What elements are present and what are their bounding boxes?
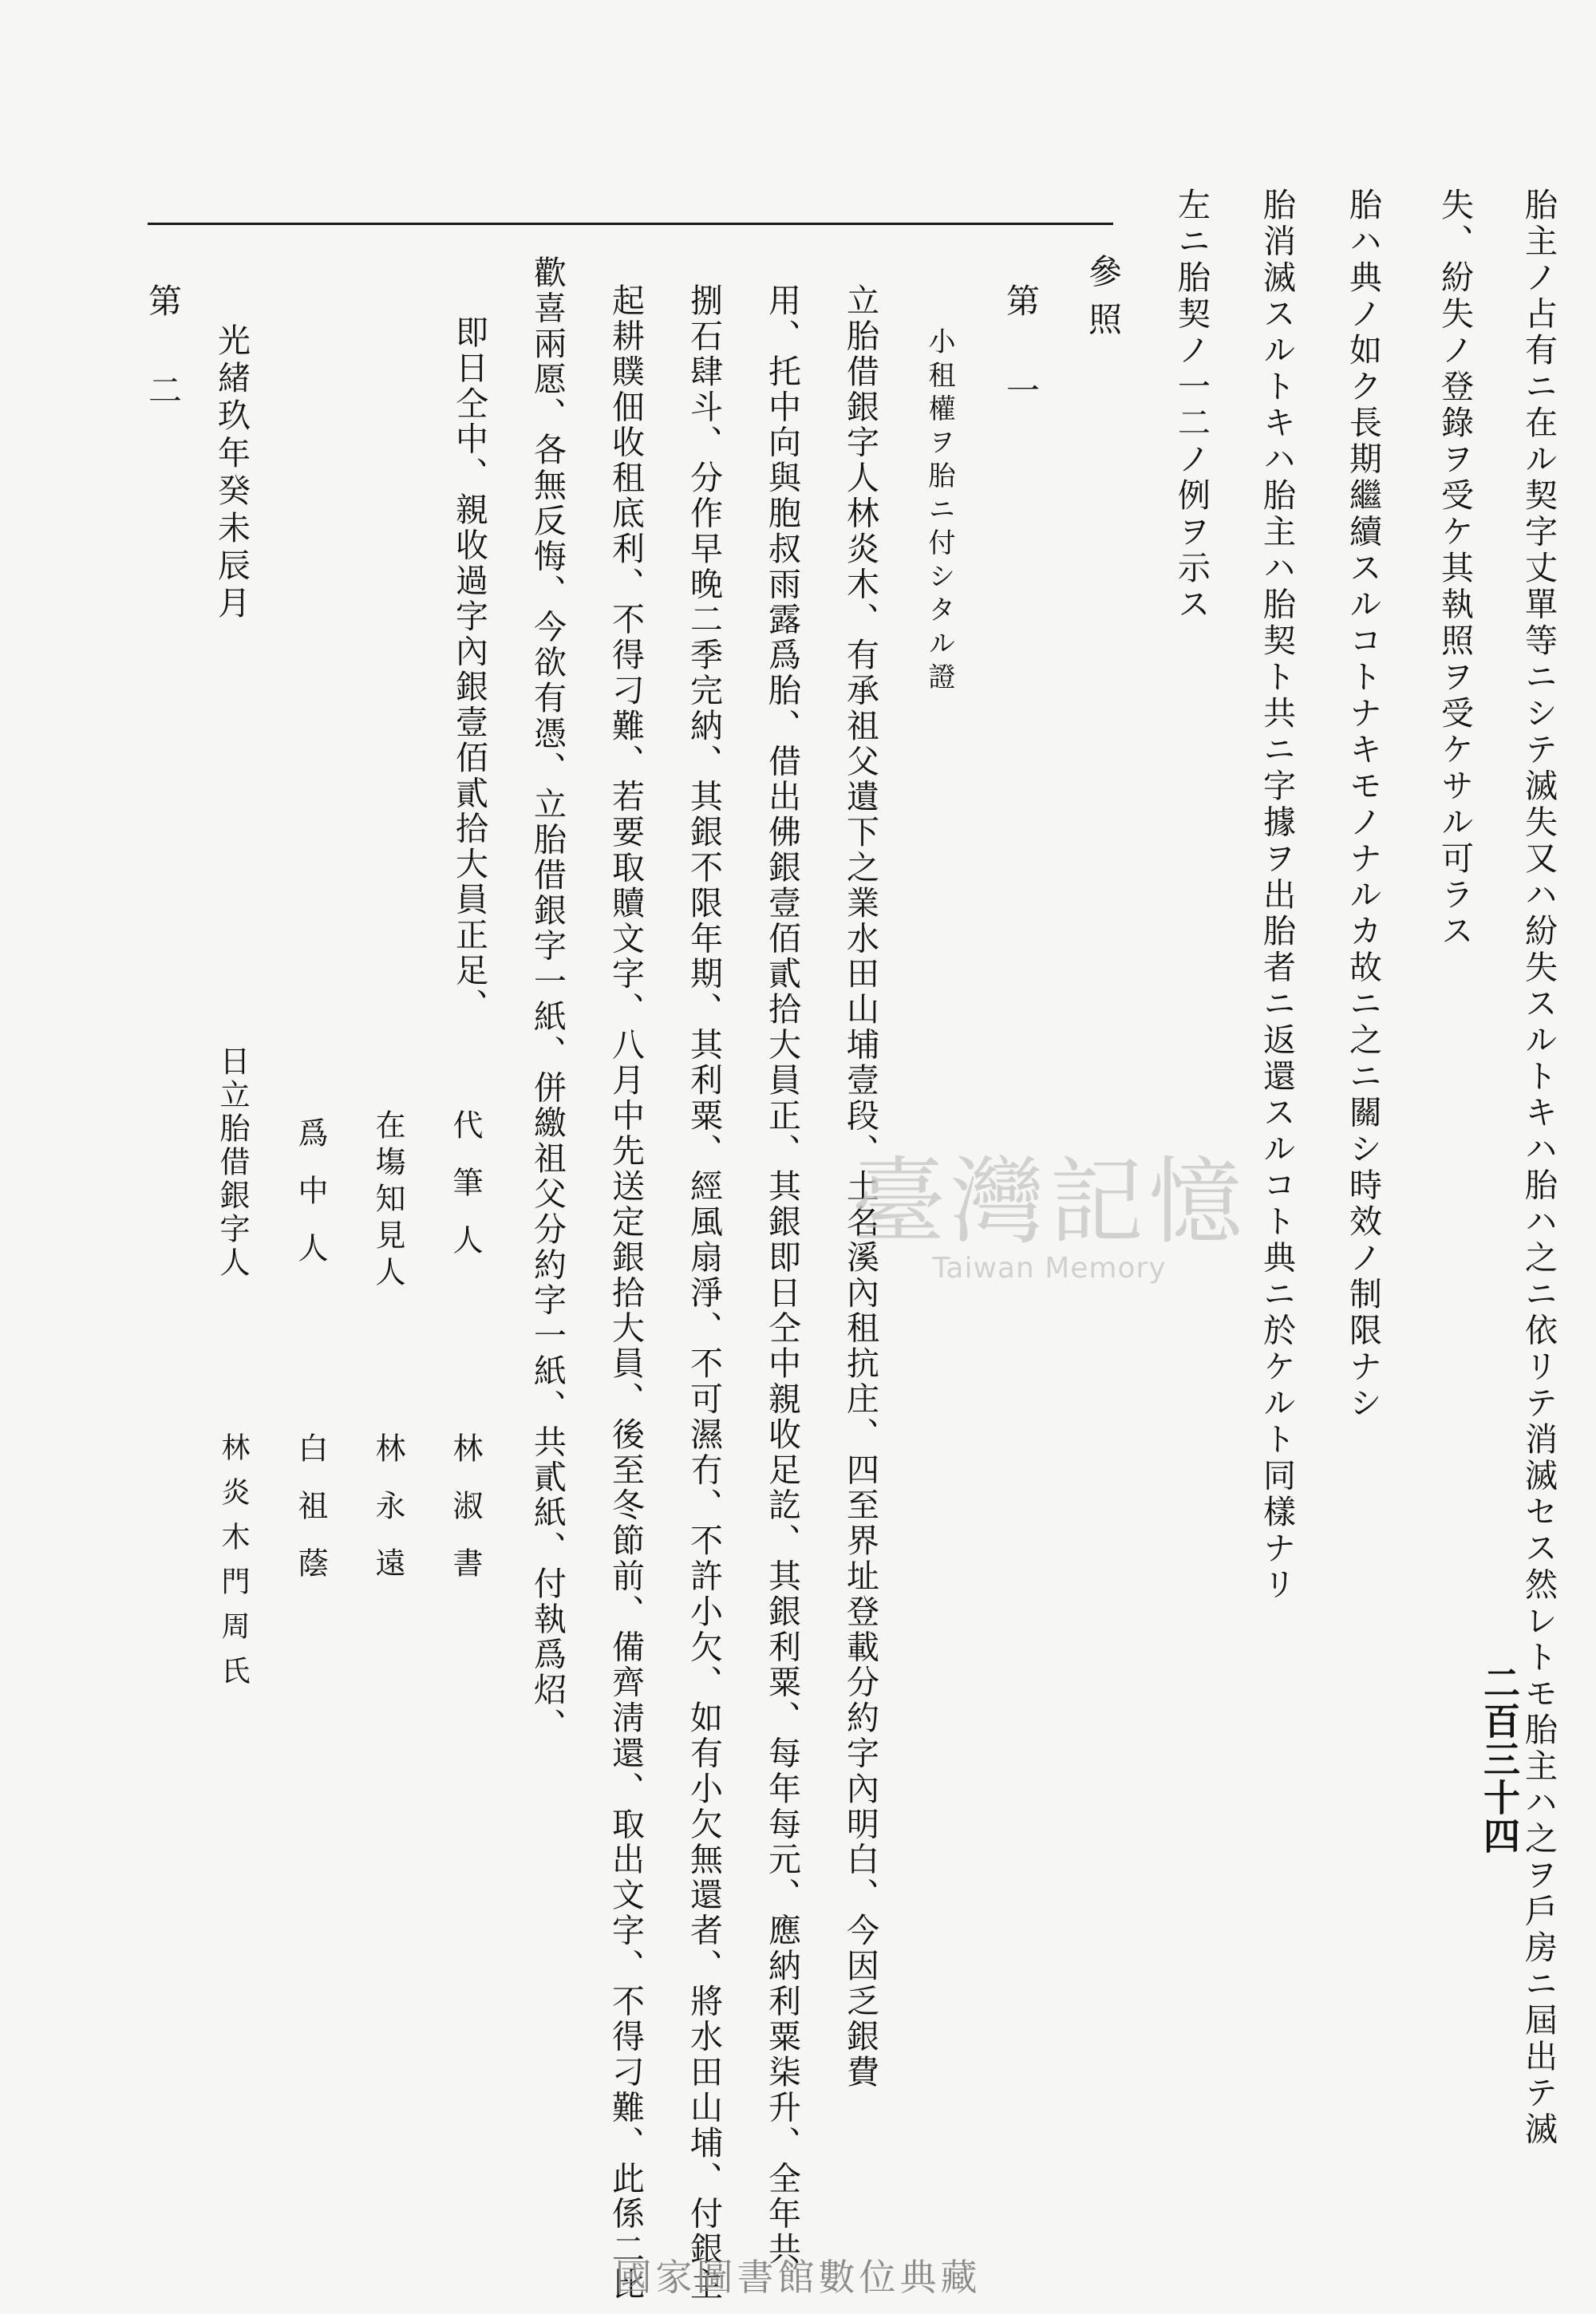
- deed-line: 起耕贌佃收租底利、不得刁難、若要取贖文字、八月中先送定銀拾大員、後至冬節前、備齊淸還、取出文字、不得刁難、此係二比: [606, 283, 645, 2303]
- footer-credit: 國家圖書館數位典藏: [614, 2256, 982, 2299]
- intro-line: 失、紛失ノ登錄ヲ受ケ其執照ヲ受ケサル可ラス: [1436, 188, 1474, 950]
- signature-name: 白祖蔭: [293, 1432, 328, 1605]
- deed-line: 歡喜兩愿、各無反悔、今欲有憑、立胎借銀字一紙、併繳祖父分約字一紙、共貳紙、付執爲炤、: [528, 255, 567, 1743]
- watermark-logo: 臺灣記憶: [851, 1147, 1247, 1257]
- watermark-subtitle: Taiwan Memory: [932, 1251, 1167, 1285]
- intro-line: 胎消滅スルトキハ胎主ハ胎契ト共ニ字據ヲ出胎者ニ返還スルコト典ニ於ケルト同樣ナリ: [1258, 188, 1296, 1604]
- signature-role: 爲中人: [293, 1117, 328, 1289]
- intro-line: 胎主ノ占有ニ在ル契字丈單等ニシテ滅失又ハ紛失スルトキハ胎ハ之ニ依リテ消滅セス然レトモ胎主ハ之ヲ戶房ニ屆出テ滅: [1519, 188, 1558, 2148]
- horizontal-rule: [148, 223, 1113, 225]
- intro-line: 左ニ胎契ノ一二ノ例ヲ示ス: [1172, 188, 1211, 623]
- signature-name: 林淑書: [448, 1432, 483, 1605]
- section-one-note: 小租權ヲ胎ニ付シタル證: [923, 327, 955, 696]
- deed-line: 用、托中向與胞叔雨露爲胎、借出佛銀壹佰貳拾大員正、其銀即日仝中親收足訖、其銀利粟、每年每元、應納利粟柒升、全年共: [763, 283, 801, 2268]
- deed-date: 光緒玖年癸未辰月: [212, 323, 251, 623]
- page-number: 二百三十四: [1478, 1664, 1521, 1855]
- signature-name: 林永遠: [370, 1432, 405, 1605]
- signature-role: 在塲知見人: [370, 1109, 405, 1293]
- signature-name: 林炎木門周氏: [217, 1432, 250, 1700]
- deed-line: 立胎借銀字人林炎木、有承祖父遺下之業水田山埔壹段、土名溪內租抗庄、四至界址登載分約字內明白、今因乏銀費: [841, 283, 879, 2091]
- section-two-heading: 第二: [144, 283, 183, 462]
- intro-line: 胎ハ典ノ如ク長期繼續スルコトナキモノナルカ故ニ之ニ關シ時效ノ制限ナシ: [1344, 188, 1382, 1422]
- deed-line: 捌石肆斗、分作早晚二季完納、其銀不限年期、其利粟、經風扇淨、不可濕冇、不許小欠、如有小欠無還者、將水田山埔、付銀主: [685, 283, 723, 2303]
- reference-heading: 參照: [1084, 254, 1123, 349]
- section-one-heading: 第一: [1001, 283, 1041, 462]
- taiwan-memory-watermark: [802, 1147, 1297, 1285]
- signature-role: 日立胎借銀字人: [215, 1045, 250, 1280]
- receipt-line: 即日仝中、親收過字內銀壹佰貳拾大員正足、: [450, 315, 488, 1024]
- signature-role: 代筆人: [448, 1109, 483, 1281]
